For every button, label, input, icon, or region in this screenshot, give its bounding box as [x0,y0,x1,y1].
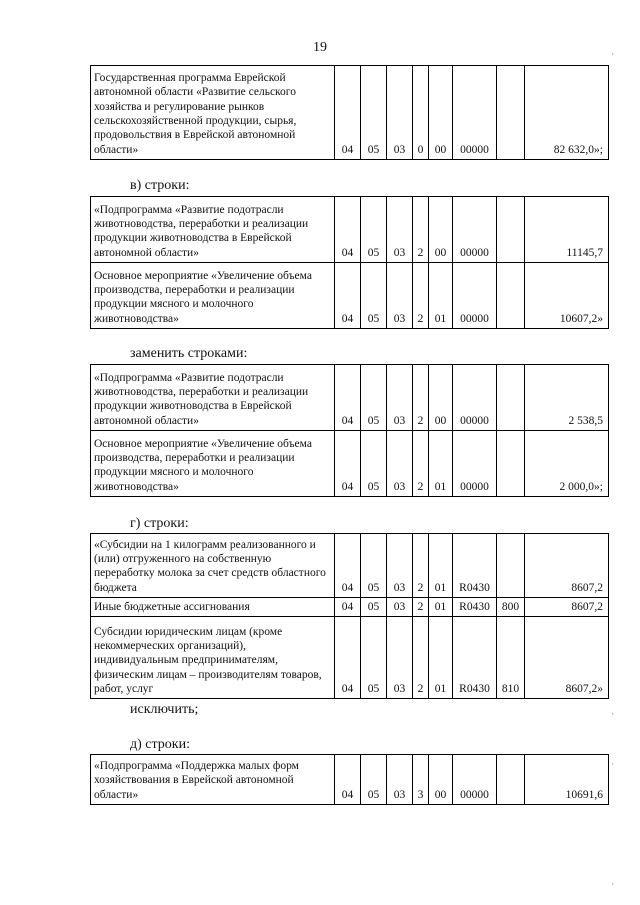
code-section: 04 [335,66,361,160]
code-subprogram: 2 [413,617,429,699]
code-program: 03 [387,534,413,598]
table-row [91,598,609,617]
code-subsection: 05 [361,365,387,431]
code-program: 03 [387,598,413,617]
code-subsection: 05 [361,431,387,497]
table-row [91,263,609,329]
code-subsection: 05 [361,755,387,805]
table-row [91,66,609,160]
row-description: «Подпрограмма «Развитие подотрасли животноводства, переработки и реализации продукции животноводства в Еврейской автономной области» [91,197,335,263]
code-event: 00 [429,755,453,805]
code-expense-type [497,755,525,805]
scan-edge-mark: · [610,50,616,60]
row-amount: 11145,7 [525,197,609,263]
table-row [91,431,609,497]
code-program: 03 [387,197,413,263]
code-direction: 00000 [453,365,497,431]
code-expense-type [497,534,525,598]
code-expense-type [497,197,525,263]
heading-g-rows: г) строки: [130,516,189,531]
code-section: 04 [335,755,361,805]
code-section: 04 [335,598,361,617]
row-description: Основное мероприятие «Увеличение объема производства, переработки и реализации продукции мясного и молочного животноводства» [91,431,335,497]
row-description: «Подпрограмма «Развитие подотрасли животноводства, переработки и реализации продукции животноводства в Еврейской автономной области» [91,365,335,431]
scan-edge-mark: · [610,710,616,720]
heading-d-rows: д) строки: [130,737,190,752]
code-event: 00 [429,197,453,263]
table-row [91,534,609,598]
row-description: Государственная программа Еврейской автономной области «Развитие сельского хозяйства и регулирование рынков сельскохозяйственной продукции, сырья, продовольствия в Еврейской автономной области» [91,66,335,160]
row-amount: 8607,2 [525,534,609,598]
heading-v-rows: в) строки: [130,178,190,193]
code-subsection: 05 [361,263,387,329]
code-subsection: 05 [361,66,387,160]
heading-replace-with: заменить строками: [130,346,248,361]
code-direction: 00000 [453,431,497,497]
code-program: 03 [387,263,413,329]
code-event: 00 [429,365,453,431]
code-section: 04 [335,534,361,598]
code-direction: R0430 [453,617,497,699]
code-direction: R0430 [453,534,497,598]
code-expense-type: 800 [497,598,525,617]
row-description: Субсидии юридическим лицам (кроме некоммерческих организаций), индивидуальным предпринимателям, физическим лицам – производителям товаров, работ, услуг [91,617,335,699]
code-program: 03 [387,365,413,431]
row-description: «Подпрограмма «Поддержка малых форм хозяйствования в Еврейской автономной области» [91,755,335,805]
code-expense-type [497,431,525,497]
code-program: 03 [387,431,413,497]
code-expense-type [497,66,525,160]
code-subprogram: 2 [413,431,429,497]
budget-table-d [90,754,609,805]
row-amount: 8607,2 [525,598,609,617]
code-program: 03 [387,66,413,160]
code-subprogram: 2 [413,197,429,263]
code-direction: 00000 [453,197,497,263]
budget-table-replace [90,364,609,497]
code-subsection: 05 [361,197,387,263]
code-subprogram: 2 [413,598,429,617]
code-subprogram: 0 [413,66,429,160]
code-event: 01 [429,617,453,699]
budget-table-v [90,196,609,329]
code-subsection: 05 [361,534,387,598]
row-amount: 2 538,5 [525,365,609,431]
code-direction: 00000 [453,263,497,329]
code-subprogram: 2 [413,263,429,329]
code-subsection: 05 [361,598,387,617]
code-program: 03 [387,617,413,699]
code-section: 04 [335,263,361,329]
row-amount: 2 000,0»; [525,431,609,497]
table-row [91,365,609,431]
code-direction: 00000 [453,755,497,805]
code-event: 01 [429,598,453,617]
page-number: 19 [313,40,327,55]
code-section: 04 [335,431,361,497]
code-program: 03 [387,755,413,805]
row-description: Иные бюджетные ассигнования [91,598,335,617]
heading-exclude: исключить; [130,702,199,717]
row-description: Основное мероприятие «Увеличение объема производства, переработки и реализации продукции мясного и молочного животноводства» [91,263,335,329]
code-section: 04 [335,197,361,263]
row-amount: 8607,2» [525,617,609,699]
code-subprogram: 2 [413,365,429,431]
scan-edge-mark: · [610,880,616,890]
scan-edge-mark: · [610,760,616,770]
row-amount: 10691,6 [525,755,609,805]
table-row [91,197,609,263]
code-subsection: 05 [361,617,387,699]
row-amount: 10607,2» [525,263,609,329]
code-expense-type: 810 [497,617,525,699]
code-event: 01 [429,534,453,598]
budget-table-g [90,533,609,699]
code-section: 04 [335,365,361,431]
code-section: 04 [335,617,361,699]
budget-table-program [90,65,609,160]
row-description: «Субсидии на 1 килограмм реализованного и (или) отгруженного на собственную переработку молока за счет средств областного бюджета [91,534,335,598]
code-expense-type [497,263,525,329]
table-row [91,617,609,699]
code-event: 01 [429,263,453,329]
code-direction: R0430 [453,598,497,617]
row-amount: 82 632,0»; [525,66,609,160]
code-subprogram: 3 [413,755,429,805]
code-subprogram: 2 [413,534,429,598]
table-row [91,755,609,805]
code-direction: 00000 [453,66,497,160]
code-expense-type [497,365,525,431]
code-event: 00 [429,66,453,160]
code-event: 01 [429,431,453,497]
